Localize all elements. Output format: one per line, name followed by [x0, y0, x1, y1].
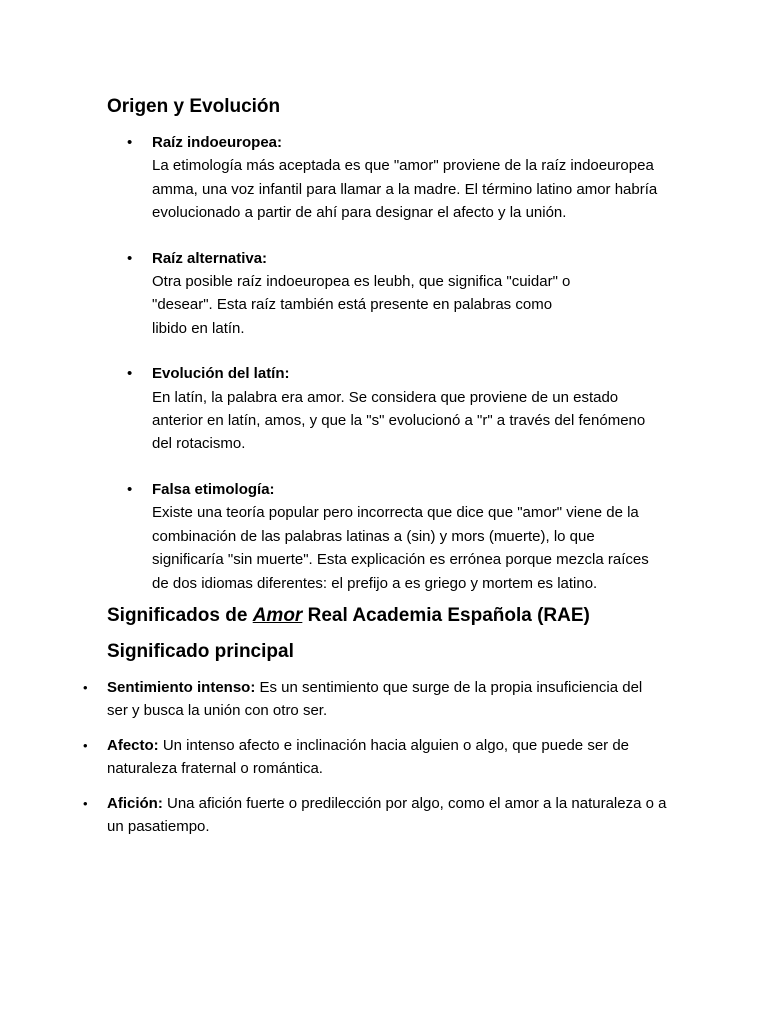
section-heading-significados	[107, 604, 590, 628]
section-subheading: Significado principal	[107, 641, 294, 662]
list-item	[83, 734, 667, 781]
list-item-description: La etimología más aceptada es que "amor" proviene de la raíz indoeuropea amma, una voz infantil para llamar a la madre. El término latino amor habría evolucionado a partir de ahí para designar el afecto y la unión.	[152, 157, 658, 222]
list-item-description: Otra posible raíz indoeuropea es leubh, que significa "cuidar" o "desear". Esta raíz también está presente en palabras como libido en latín.	[152, 273, 571, 337]
bullet-icon: •	[127, 365, 133, 383]
list-item-description: Una afición fuerte o predilección por algo, como el amor a la naturaleza o a un pasatiempo.	[107, 794, 667, 836]
bullet-icon: •	[83, 680, 88, 695]
list-item-description: Un intenso afecto e inclinación hacia alguien o algo, que puede ser de naturaleza fraternal o romántica.	[107, 736, 630, 778]
list-item	[127, 362, 672, 456]
list-item-term: Afecto:	[107, 736, 159, 754]
list-item	[83, 792, 667, 839]
list-item-description: En latín, la palabra era amor. Se considera que proviene de un estado anterior en latín, amos, y que la "s" evolucionó a "r" a través del fenómeno del rotacismo.	[152, 388, 646, 453]
bullet-icon: •	[127, 134, 133, 151]
meaning-list	[83, 676, 667, 849]
list-item-term: Falsa etimología:	[152, 480, 275, 498]
list-item	[83, 676, 667, 723]
list-item-term: Raíz indoeuropea:	[152, 134, 283, 151]
bullet-icon: •	[127, 249, 133, 267]
list-item-term: Raíz alternativa:	[152, 249, 268, 267]
bullet-icon: •	[83, 737, 88, 753]
list-item-term: Evolución del latín:	[152, 365, 290, 383]
heading-emphasis-amor: Amor	[252, 605, 303, 626]
heading-prefix: Significados de	[107, 605, 253, 626]
origin-list	[127, 131, 672, 617]
list-item-description: Existe una teoría popular pero incorrecta que dice que "amor" viene de la combinación de las palabras latinas a (sin) y mors (muerte), lo que significaría "sin muerte". Esta explicación es errónea porque mezcla raíces de dos idiomas diferentes: el prefijo a es griego y mortem es latino.	[152, 504, 649, 592]
list-item-description: Es un sentimiento que surge de la propia insuficiencia del ser y busca la unión con otro ser.	[107, 679, 643, 720]
list-item	[127, 131, 672, 225]
heading-suffix: Real Academia Española (RAE)	[302, 605, 590, 626]
bullet-icon: •	[83, 795, 88, 811]
list-item-term: Afición:	[107, 794, 163, 812]
list-item	[127, 478, 672, 595]
bullet-icon: •	[127, 480, 133, 498]
section-heading-origen: Origen y Evolución	[107, 96, 281, 117]
list-item-term: Sentimiento intenso:	[107, 679, 256, 696]
list-item	[127, 247, 672, 341]
